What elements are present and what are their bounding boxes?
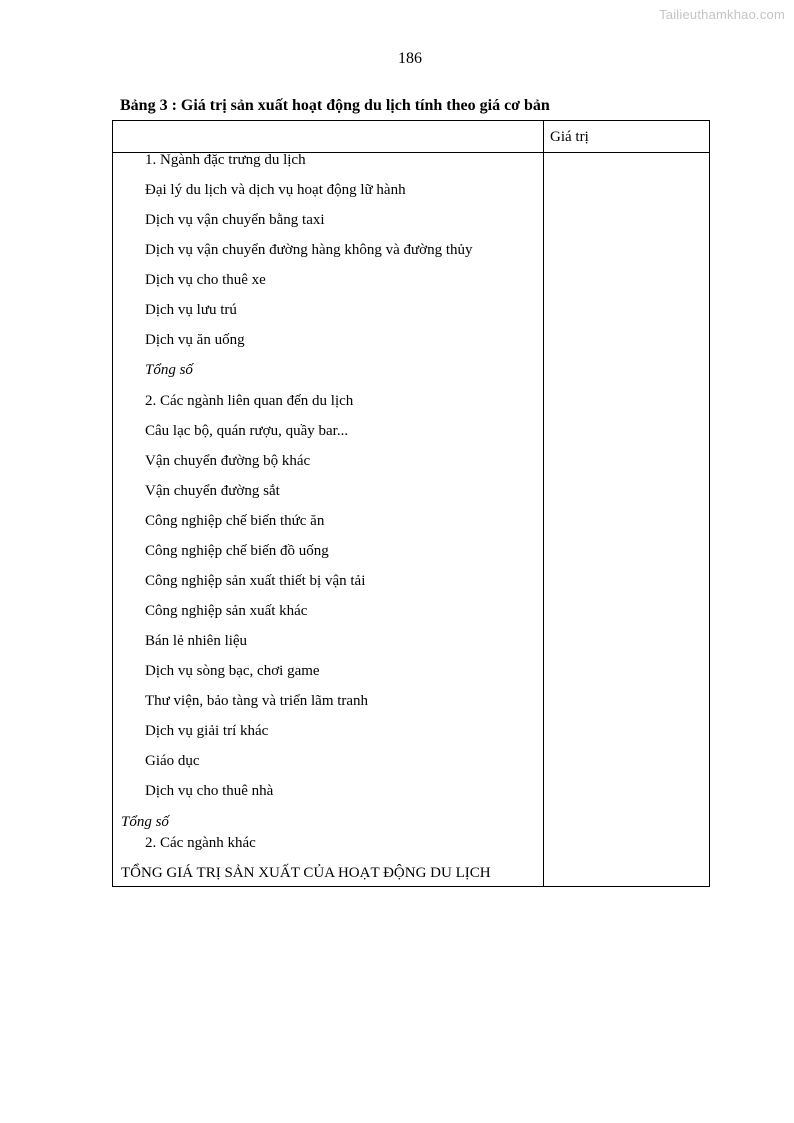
table-row: Giáo dục: [145, 753, 200, 769]
page-number: 186: [398, 50, 422, 67]
table-row: Thư viện, bảo tàng và triển lãm tranh: [145, 693, 369, 709]
table-row: Đại lý du lịch và dịch vụ hoạt động lữ hành: [145, 182, 406, 198]
table-row-section-1-heading: 1. Ngành đặc trưng du lịch: [145, 152, 306, 168]
table-row: Công nghiệp chế biến thức ăn: [145, 513, 325, 529]
table-row-section-2-heading: 2. Các ngành liên quan đến du lịch: [145, 393, 354, 409]
table-row: Bán lẻ nhiên liệu: [145, 633, 248, 649]
table-row-grand-total: TỔNG GIÁ TRỊ SẢN XUẤT CỦA HOẠT ĐỘNG DU LỊCH: [121, 865, 491, 881]
table-row-subtotal: Tổng số: [145, 362, 193, 378]
table-row: Công nghiệp sản xuất khác: [145, 603, 308, 619]
watermark-text: Tailieuthamkhao.com: [659, 7, 785, 22]
table-row: Công nghiệp sản xuất thiết bị vận tải: [145, 573, 366, 589]
table-row: Dịch vụ vận chuyển bằng taxi: [145, 212, 325, 228]
table-row: Dịch vụ cho thuê nhà: [145, 783, 274, 799]
column-divider: [543, 121, 544, 886]
column-header-value: Giá trị: [550, 129, 589, 145]
table-row: Công nghiệp chế biến đồ uống: [145, 543, 329, 559]
table-row: Câu lạc bộ, quán rượu, quầy bar...: [145, 423, 349, 439]
table-row: Dịch vụ lưu trú: [145, 302, 237, 318]
table-row-section-3-heading: 2. Các ngành khác: [145, 835, 256, 851]
table-row: Vận chuyển đường bộ khác: [145, 453, 311, 469]
table-grid: [112, 120, 710, 887]
table-row: Dịch vụ sòng bạc, chơi game: [145, 663, 320, 679]
table-row: Dịch vụ giải trí khác: [145, 723, 269, 739]
table-row: Dịch vụ cho thuê xe: [145, 272, 266, 288]
table-row-subtotal: Tổng số: [121, 814, 169, 830]
table-row: Vận chuyển đường sắt: [145, 483, 280, 499]
table-title: Bảng 3 : Giá trị sản xuất hoạt động du lịch tính theo giá cơ bản: [120, 97, 550, 114]
table-row: Dịch vụ ăn uống: [145, 332, 245, 348]
table-row: Dịch vụ vận chuyển đường hàng không và đường thủy: [145, 242, 473, 258]
